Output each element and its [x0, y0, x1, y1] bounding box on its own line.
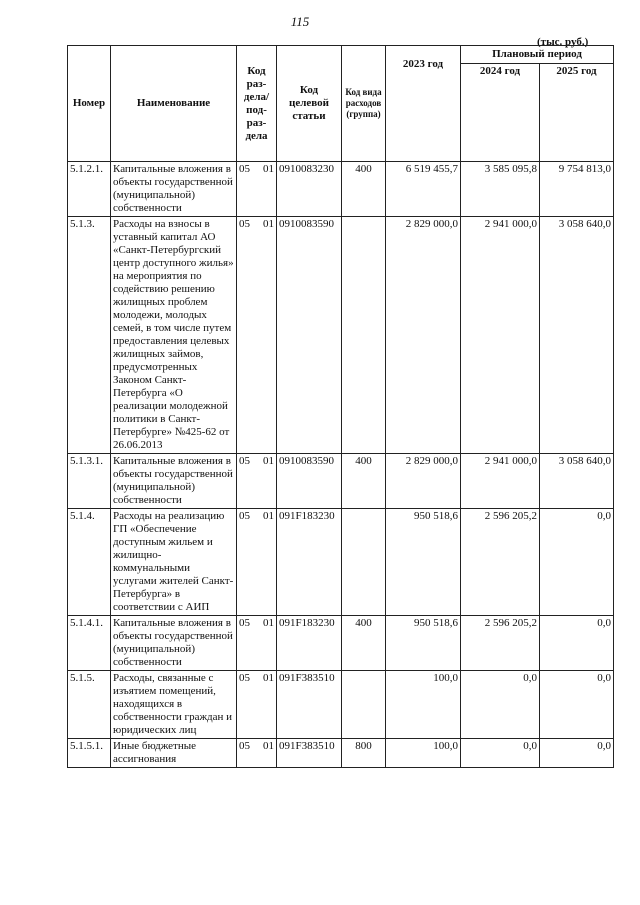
row-name: Расходы на взносы в уставный капитал АО «Санкт-Петербургский центр доступного жилья» на мероприятия по содействию решению жилищных проблем молодежи, молодых семей, в том числе путем предоставления целевых жилищных займов, предусмотренных Законом Санкт-Петербурга «О реализации молодежной политики в Санкт-Петербурге» №425-62 от 26.06.2013 — [111, 217, 237, 454]
row-podrazdel: 01 — [263, 163, 274, 175]
row-podrazdel: 01 — [263, 740, 274, 752]
header-2025: 2025 год — [540, 64, 614, 162]
header-expense-type: Код вида расходов (группа) — [342, 46, 386, 162]
row-name: Капитальные вложения в объекты государственной (муниципальной) собственности — [111, 162, 237, 217]
row-target-code: 091F183230 — [277, 509, 342, 616]
row-2024: 0,0 — [461, 739, 540, 768]
row-2024: 0,0 — [461, 671, 540, 739]
row-2023: 950 518,6 — [386, 509, 461, 616]
row-2025: 9 754 813,0 — [540, 162, 614, 217]
row-razdel: 05 — [239, 672, 250, 684]
row-2025: 0,0 — [540, 509, 614, 616]
row-2025: 0,0 — [540, 671, 614, 739]
table-row — [68, 454, 614, 509]
row-target-code: 0910083590 — [277, 217, 342, 454]
header-name: Наименование — [111, 46, 237, 162]
row-podrazdel: 01 — [263, 218, 274, 230]
row-expense-type: 800 — [342, 739, 386, 768]
row-razdel: 05 — [239, 163, 250, 175]
row-podrazdel: 01 — [263, 455, 274, 467]
header-number: Номер — [68, 46, 111, 162]
row-2024: 3 585 095,8 — [461, 162, 540, 217]
row-section-code — [237, 616, 277, 671]
row-2025: 3 058 640,0 — [540, 217, 614, 454]
row-name: Расходы, связанные с изъятием помещений, находящихся в собственности граждан и юридических лиц — [111, 671, 237, 739]
row-name: Иные бюджетные ассигнования — [111, 739, 237, 768]
row-number: 5.1.3. — [68, 217, 111, 454]
row-number: 5.1.5. — [68, 671, 111, 739]
row-section-code — [237, 217, 277, 454]
row-2024: 2 596 205,2 — [461, 509, 540, 616]
row-number: 5.1.2.1. — [68, 162, 111, 217]
row-target-code: 091F383510 — [277, 671, 342, 739]
row-razdel: 05 — [239, 218, 250, 230]
page-number: 115 — [290, 14, 310, 29]
header-2023: 2023 год — [386, 46, 461, 162]
row-number: 5.1.4.1. — [68, 616, 111, 671]
row-podrazdel: 01 — [263, 510, 274, 522]
row-2023: 2 829 000,0 — [386, 217, 461, 454]
row-razdel: 05 — [239, 617, 250, 629]
row-podrazdel: 01 — [263, 672, 274, 684]
row-2023: 950 518,6 — [386, 616, 461, 671]
row-section-code — [237, 162, 277, 217]
table-row — [68, 509, 614, 616]
header-target: Код целевой статьи — [277, 46, 342, 162]
row-name: Расходы на реализацию ГП «Обеспечение доступным жильем и жилищно-коммунальными услугами жителей Санкт-Петербурга» в соответствии с АИП — [111, 509, 237, 616]
row-expense-type: 400 — [342, 162, 386, 217]
row-2023: 2 829 000,0 — [386, 454, 461, 509]
header-section: Код раз-дела/ под-раз-дела — [237, 46, 277, 162]
row-expense-type — [342, 509, 386, 616]
header-planned-period: Плановый период — [461, 46, 614, 64]
row-target-code: 091F183230 — [277, 616, 342, 671]
row-expense-type: 400 — [342, 616, 386, 671]
row-razdel: 05 — [239, 740, 250, 752]
row-2025: 0,0 — [540, 739, 614, 768]
units-label: (тыс. руб.) — [537, 36, 589, 48]
row-section-code — [237, 454, 277, 509]
row-name: Капитальные вложения в объекты государственной (муниципальной) собственности — [111, 616, 237, 671]
row-2025: 0,0 — [540, 616, 614, 671]
row-2025: 3 058 640,0 — [540, 454, 614, 509]
row-name: Капитальные вложения в объекты государственной (муниципальной) собственности — [111, 454, 237, 509]
row-target-code: 0910083590 — [277, 454, 342, 509]
header-row — [68, 46, 614, 64]
header-2024: 2024 год — [461, 64, 540, 162]
row-section-code — [237, 509, 277, 616]
table-row — [68, 671, 614, 739]
table-row — [68, 162, 614, 217]
row-section-code — [237, 739, 277, 768]
row-2023: 6 519 455,7 — [386, 162, 461, 217]
row-razdel: 05 — [239, 510, 250, 522]
row-section-code — [237, 671, 277, 739]
row-expense-type — [342, 217, 386, 454]
table-row — [68, 616, 614, 671]
row-2023: 100,0 — [386, 671, 461, 739]
row-target-code: 0910083230 — [277, 162, 342, 217]
row-target-code: 091F383510 — [277, 739, 342, 768]
row-number: 5.1.3.1. — [68, 454, 111, 509]
row-expense-type — [342, 671, 386, 739]
budget-table — [67, 45, 614, 768]
table-row — [68, 739, 614, 768]
row-number: 5.1.5.1. — [68, 739, 111, 768]
row-2024: 2 596 205,2 — [461, 616, 540, 671]
row-number: 5.1.4. — [68, 509, 111, 616]
row-expense-type: 400 — [342, 454, 386, 509]
table-row — [68, 217, 614, 454]
row-razdel: 05 — [239, 455, 250, 467]
row-2023: 100,0 — [386, 739, 461, 768]
row-2024: 2 941 000,0 — [461, 217, 540, 454]
row-2024: 2 941 000,0 — [461, 454, 540, 509]
row-podrazdel: 01 — [263, 617, 274, 629]
